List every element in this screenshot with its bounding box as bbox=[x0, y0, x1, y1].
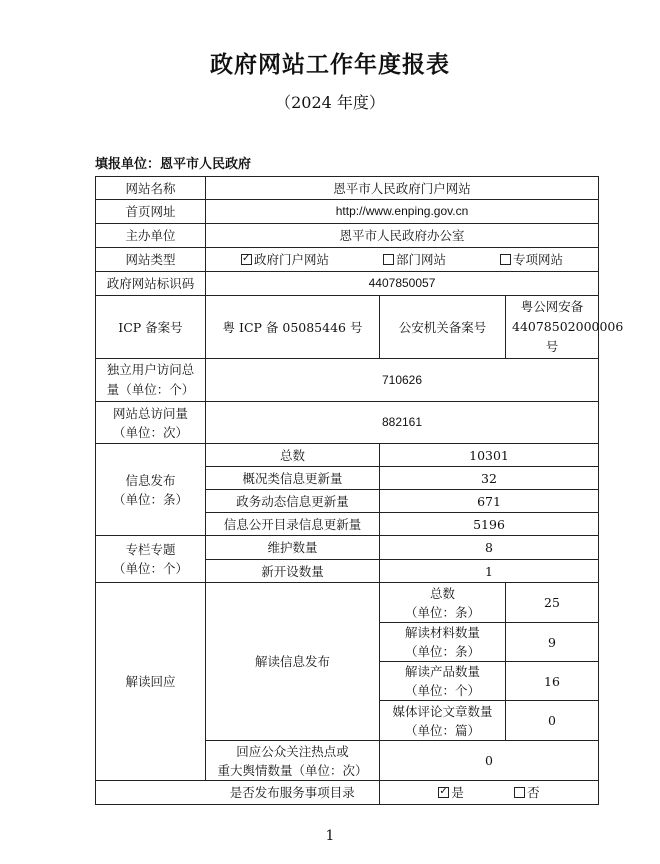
report-table bbox=[95, 176, 624, 805]
interp-row-value: 9 bbox=[506, 623, 599, 662]
info-row-label: 总数 bbox=[206, 444, 380, 467]
page-views-label-line1: 网站总访问量 bbox=[112, 405, 188, 421]
interp-row-label-line1: 媒体评论文章数量 bbox=[392, 703, 493, 719]
site-type-options bbox=[206, 248, 599, 272]
interp-row-label bbox=[380, 623, 506, 662]
info-row-label: 概况类信息更新量 bbox=[206, 467, 380, 490]
page-views-label bbox=[96, 402, 206, 444]
icp-value: 粤 ICP 备 05085446 号 bbox=[206, 296, 380, 359]
info-row-value: 32 bbox=[380, 467, 599, 490]
table-row bbox=[96, 536, 599, 560]
table-row bbox=[96, 272, 599, 296]
response-label-line2: 重大舆情数量（单位：次） bbox=[217, 762, 368, 778]
table-row bbox=[96, 296, 599, 359]
interp-row-label-line2: （单位：个） bbox=[404, 683, 480, 698]
catalog-option-label: 否 bbox=[527, 785, 540, 800]
column-row-label: 维护数量 bbox=[206, 536, 380, 560]
interp-row-value: 0 bbox=[506, 701, 599, 741]
police-record-label: 公安机关备案号 bbox=[380, 296, 506, 359]
police-record-value: 粤公网安备 44078502000006 号 bbox=[506, 296, 599, 359]
catalog-options bbox=[380, 781, 599, 805]
site-type-label: 网站类型 bbox=[96, 248, 206, 272]
type-option-department[interactable] bbox=[383, 250, 446, 269]
catalog-spacer bbox=[96, 781, 206, 805]
info-row-value: 5196 bbox=[380, 513, 599, 536]
column-topic-label-line1: 专栏专题 bbox=[125, 542, 176, 557]
page-views-value: 882161 bbox=[206, 402, 599, 444]
page-number: 1 bbox=[325, 828, 335, 844]
type-option-special[interactable] bbox=[500, 250, 563, 269]
table-row bbox=[96, 248, 599, 272]
response-value: 0 bbox=[380, 741, 599, 781]
site-name-value: 恩平市人民政府门户网站 bbox=[206, 177, 599, 200]
interp-row-value: 16 bbox=[506, 662, 599, 701]
interp-row-label bbox=[380, 583, 506, 623]
host-value: 恩平市人民政府办公室 bbox=[206, 224, 599, 248]
response-label-line1: 回应公众关注热点或 bbox=[236, 743, 349, 759]
site-name-label: 网站名称 bbox=[96, 177, 206, 200]
host-label: 主办单位 bbox=[96, 224, 206, 248]
page-subtitle: （2024 年度） bbox=[275, 93, 385, 112]
interpretation-label: 解读回应 bbox=[96, 583, 206, 781]
type-option-label: 政府门户网站 bbox=[253, 252, 329, 267]
type-option-label: 部门网站 bbox=[395, 252, 446, 267]
table-row bbox=[96, 583, 599, 623]
info-row-value: 10301 bbox=[380, 444, 599, 467]
info-row-value: 671 bbox=[380, 490, 599, 513]
unique-visitors-value: 710626 bbox=[206, 359, 599, 402]
table-row bbox=[96, 402, 599, 444]
column-topic-label bbox=[96, 536, 206, 583]
type-option-label: 专项网站 bbox=[512, 252, 563, 267]
checkbox-checked-icon bbox=[241, 254, 252, 265]
homepage-label: 首页网址 bbox=[96, 200, 206, 224]
info-publish-label-line1: 信息发布 bbox=[125, 472, 176, 488]
table-row bbox=[96, 200, 599, 224]
catalog-option-label: 是 bbox=[451, 785, 464, 800]
checkbox-empty-icon bbox=[500, 254, 511, 265]
interp-row-label-line2: （单位：条） bbox=[404, 644, 480, 659]
interpretation-publish-label: 解读信息发布 bbox=[206, 583, 380, 741]
table-row bbox=[96, 781, 599, 805]
icp-label: ICP 备案号 bbox=[96, 296, 206, 359]
checkbox-checked-icon bbox=[438, 787, 449, 798]
info-row-label: 政务动态信息更新量 bbox=[206, 490, 380, 513]
site-code-label: 政府网站标识码 bbox=[96, 272, 206, 296]
interp-row-label-line2: （单位：篇） bbox=[404, 722, 480, 738]
checkbox-empty-icon bbox=[514, 787, 525, 798]
interp-row-label-line1: 解读材料数量 bbox=[404, 625, 480, 640]
table-row bbox=[96, 224, 599, 248]
column-row-value: 8 bbox=[380, 536, 599, 560]
catalog-option-no[interactable] bbox=[514, 783, 540, 802]
catalog-option-yes[interactable] bbox=[438, 783, 464, 802]
column-topic-label-line2: （单位：个） bbox=[112, 561, 188, 576]
interp-row-label-line2: （单位：条） bbox=[404, 604, 480, 620]
info-publish-label bbox=[96, 444, 206, 536]
info-row-label: 信息公开目录信息更新量 bbox=[206, 513, 380, 536]
column-row-label: 新开设数量 bbox=[206, 560, 380, 583]
info-publish-label-line2: （单位：条） bbox=[112, 491, 188, 507]
catalog-label: 是否发布服务事项目录 bbox=[206, 781, 380, 805]
site-code-value: 4407850057 bbox=[206, 272, 599, 296]
interp-row-label-line1: 总数 bbox=[429, 585, 455, 601]
page-title: 政府网站工作年度报表 bbox=[210, 51, 450, 78]
interp-row-label bbox=[380, 662, 506, 701]
table-row bbox=[96, 444, 599, 467]
filler-unit: 填报单位：恩平市人民政府 bbox=[95, 157, 252, 172]
type-option-portal[interactable] bbox=[241, 250, 329, 269]
table-row bbox=[96, 359, 599, 402]
column-row-value: 1 bbox=[380, 560, 599, 583]
interp-row-label bbox=[380, 701, 506, 741]
interp-row-value: 25 bbox=[506, 583, 599, 623]
checkbox-empty-icon bbox=[383, 254, 394, 265]
interp-row-label-line1: 解读产品数量 bbox=[404, 664, 480, 679]
table-row bbox=[96, 177, 599, 200]
unique-visitors-label: 独立用户访问总量（单位：个） bbox=[96, 359, 206, 402]
response-label bbox=[206, 741, 380, 781]
homepage-value: http://www.enping.gov.cn bbox=[206, 200, 599, 224]
page-views-label-line2: （单位：次） bbox=[112, 424, 188, 440]
